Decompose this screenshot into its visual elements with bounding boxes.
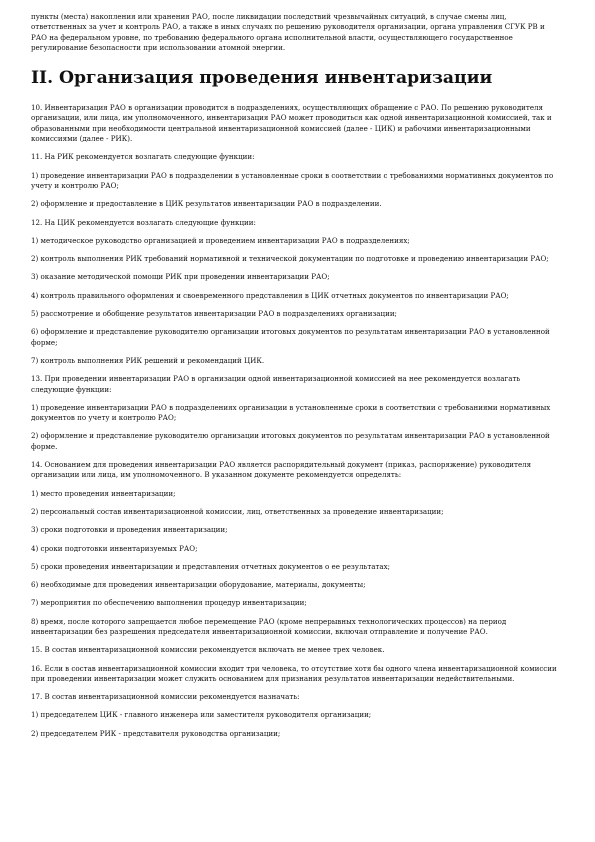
paragraph: 5) рассмотрение и обобщение результатов инвентаризации РАО в подразделениях организации; <box>31 309 397 319</box>
paragraph: 4) контроль правильного оформления и своевременного представления в ЦИК отчетных документов по инвентаризации РАО; <box>31 290 509 300</box>
paragraph: 5) сроки проведения инвентаризации и представления отчетных документов о ее результатах; <box>31 561 391 571</box>
paragraph: 13. При проведении инвентаризации РАО в организации одной инвентаризационной комиссией на нее рекомендуется возлагать следующие функции: <box>31 374 521 394</box>
paragraph: 2) оформление и предоставление в ЦИК результатов инвентаризации РАО в подразделении. <box>31 199 382 209</box>
paragraph: 15. В состав инвентаризационной комиссии рекомендуется включать не менее трех человек. <box>31 645 385 655</box>
paragraph: 7) контроль выполнения РИК решений и рекомендаций ЦИК. <box>31 355 265 365</box>
intro-paragraph: пункты (места) накопления или хранения РАО, после ликвидации последствий чрезвычайных ситуаций, в случае смены лиц, ответственных за учет и контроль РАО, а также в иных случаях по решению руководителя организации, органа управления СГУК РВ и РАО на федеральном уровне, по требованию федерального органа исполнительной власти, осуществляющего государственное регулирование безопасности при использовании атомной энергии. <box>31 12 545 52</box>
paragraph: 3) сроки подготовки и проведения инвентаризации; <box>31 525 228 535</box>
paragraph: 1) место проведения инвентаризации; <box>31 488 176 498</box>
paragraph: 2) персональный состав инвентаризационной комиссии, лиц, ответственных за проведение инвентаризации; <box>31 506 444 516</box>
paragraph: 14. Основанием для проведения инвентаризации РАО является распорядительный документ (приказ, распоряжение) руководителя организации или лица, им уполномоченного. В указанном документе рекомендуется определять: <box>31 460 532 480</box>
paragraph: 10. Инвентаризация РАО в организации проводится в подразделениях, осуществляющих обращение с РАО. По решению руководителя организации, или лица, им уполномоченного, инвентаризация РАО может проводиться как одной инвентаризационной комиссией, так и образованными при необходимости центральной инвентаризационной комиссией (далее - ЦИК) и рабочими инвентаризационными комиссиями (далее - РИК). <box>31 103 552 144</box>
paragraph: 16. Если в состав инвентаризационной комиссии входит три человека, то отсутствие хотя бы одного члена инвентаризационной комиссии при проведении инвентаризации может служить основанием для признания результатов инвентаризации недействительными. <box>31 663 557 683</box>
paragraph: 3) оказание методической помощи РИК при проведении инвентаризации РАО; <box>31 272 330 282</box>
paragraph: 1) проведение инвентаризации РАО в подразделениях организации в установленные сроки в соответствии с требованиями нормативных документов по учету и контролю РАО; <box>31 402 551 423</box>
paragraph: 17. В состав инвентаризационной комиссии рекомендуется назначать: <box>31 692 300 702</box>
paragraph: 4) сроки подготовки инвентаризуемых РАО; <box>31 543 198 553</box>
paragraph: 6) оформление и представление руководителю организации итоговых документов по результатам инвентаризации РАО в установленной форме; <box>31 327 550 347</box>
paragraph: 1) председателем ЦИК - главного инженера или заместителя руководителя организации; <box>31 710 372 720</box>
paragraph: 12. На ЦИК рекомендуется возлагать следующие функции: <box>31 217 256 227</box>
paragraph: 1) проведение инвентаризации РАО в подразделении в установленные сроки в соответствии с требованиями нормативных документов по учету и контролю РАО; <box>31 170 554 190</box>
section-heading: II. Организация проведения инвентаризации <box>31 68 493 89</box>
paragraph: 2) контроль выполнения РИК требований нормативной и технической документации по подготовке и проведению инвентаризации РАО; <box>31 254 549 264</box>
paragraph: 2) председателем РИК - представителя руководства организации; <box>31 728 281 738</box>
paragraph: 1) методическое руководство организацией и проведением инвентаризации РАО в подразделениях; <box>31 235 410 245</box>
paragraph: 11. На РИК рекомендуется возлагать следующие функции: <box>31 152 255 162</box>
paragraph: 2) оформление и представление руководителю организации итоговых документов по результатам инвентаризации РАО в установленной форме. <box>31 431 550 451</box>
paragraph: 7) мероприятия по обеспечению выполнения процедур инвентаризации; <box>31 598 307 608</box>
paragraph: 6) необходимые для проведения инвентаризации оборудование, материалы, документы; <box>31 580 366 590</box>
paragraph: 8) время, после которого запрещается любое перемещение РАО (кроме непрерывных технологических процессов) на период инвентаризации без разрешения председателя инвентаризационной комиссии, включая отправление и получение РАО. <box>31 616 507 636</box>
